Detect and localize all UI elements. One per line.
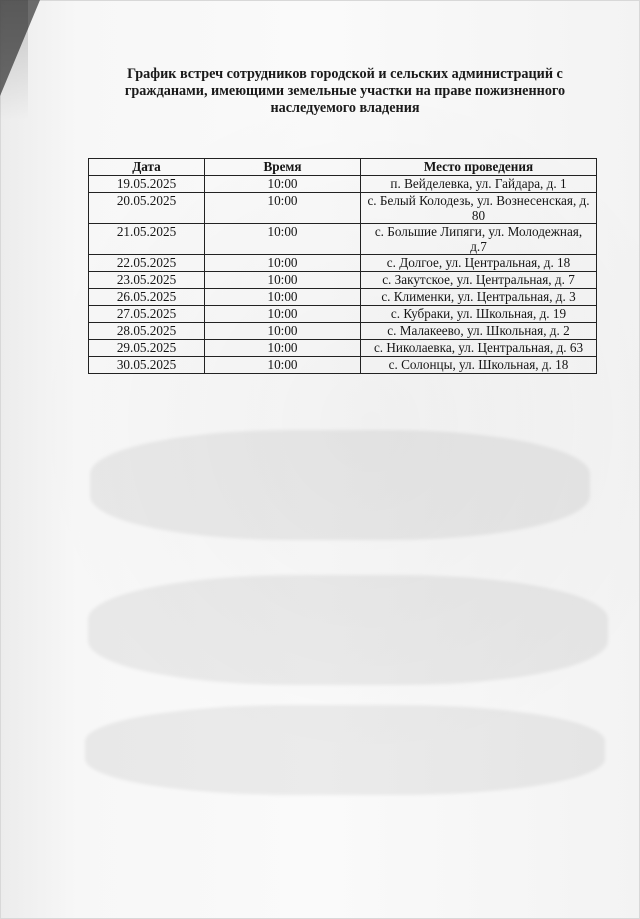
cell-date: 29.05.2025 <box>89 340 205 357</box>
bleed-through-area <box>90 430 590 540</box>
table-row <box>89 306 597 323</box>
cell-time: 10:00 <box>205 340 361 357</box>
cell-time: 10:00 <box>205 357 361 374</box>
title-line: График встреч сотрудников городской и сельских администраций с <box>127 66 563 82</box>
cell-date: 21.05.2025 <box>89 224 205 255</box>
table-row <box>89 176 597 193</box>
cell-date: 26.05.2025 <box>89 289 205 306</box>
cell-place: с. Белый Колодезь, ул. Вознесенская, д. 80 <box>361 193 597 224</box>
cell-time: 10:00 <box>205 255 361 272</box>
header-date: Дата <box>89 159 205 176</box>
cell-time: 10:00 <box>205 193 361 224</box>
cell-place: с. Большие Липяги, ул. Молодежная, д.7 <box>361 224 597 255</box>
cell-date: 22.05.2025 <box>89 255 205 272</box>
table-row <box>89 323 597 340</box>
table-row <box>89 193 597 224</box>
title-line: наследуемого владения <box>270 100 420 116</box>
document-title <box>85 66 605 117</box>
edge-shadow <box>0 0 28 120</box>
title-line: гражданами, имеющими земельные участки на праве пожизненного <box>124 83 566 99</box>
cell-time: 10:00 <box>205 176 361 193</box>
header-time: Время <box>205 159 361 176</box>
cell-time: 10:00 <box>205 224 361 255</box>
table-row <box>89 289 597 306</box>
cell-place: с. Николаевка, ул. Центральная, д. 63 <box>361 340 597 357</box>
cell-place: с. Клименки, ул. Центральная, д. 3 <box>361 289 597 306</box>
cell-time: 10:00 <box>205 323 361 340</box>
table-row <box>89 255 597 272</box>
cell-place: п. Вейделевка, ул. Гайдара, д. 1 <box>361 176 597 193</box>
cell-date: 30.05.2025 <box>89 357 205 374</box>
table-row <box>89 340 597 357</box>
cell-time: 10:00 <box>205 289 361 306</box>
table-row <box>89 224 597 255</box>
cell-time: 10:00 <box>205 272 361 289</box>
table-row <box>89 357 597 374</box>
cell-place: с. Закутское, ул. Центральная, д. 7 <box>361 272 597 289</box>
cell-date: 19.05.2025 <box>89 176 205 193</box>
cell-place: с. Малакеево, ул. Школьная, д. 2 <box>361 323 597 340</box>
cell-date: 23.05.2025 <box>89 272 205 289</box>
table-row <box>89 272 597 289</box>
cell-date: 20.05.2025 <box>89 193 205 224</box>
cell-date: 27.05.2025 <box>89 306 205 323</box>
cell-place: с. Солонцы, ул. Школьная, д. 18 <box>361 357 597 374</box>
meeting-schedule-table <box>88 158 597 374</box>
cell-date: 28.05.2025 <box>89 323 205 340</box>
cell-place: с. Кубраки, ул. Школьная, д. 19 <box>361 306 597 323</box>
bleed-through-area <box>88 575 608 685</box>
bleed-through-area <box>85 705 605 795</box>
table-header-row <box>89 159 597 176</box>
header-place: Место проведения <box>361 159 597 176</box>
cell-place: с. Долгое, ул. Центральная, д. 18 <box>361 255 597 272</box>
cell-time: 10:00 <box>205 306 361 323</box>
